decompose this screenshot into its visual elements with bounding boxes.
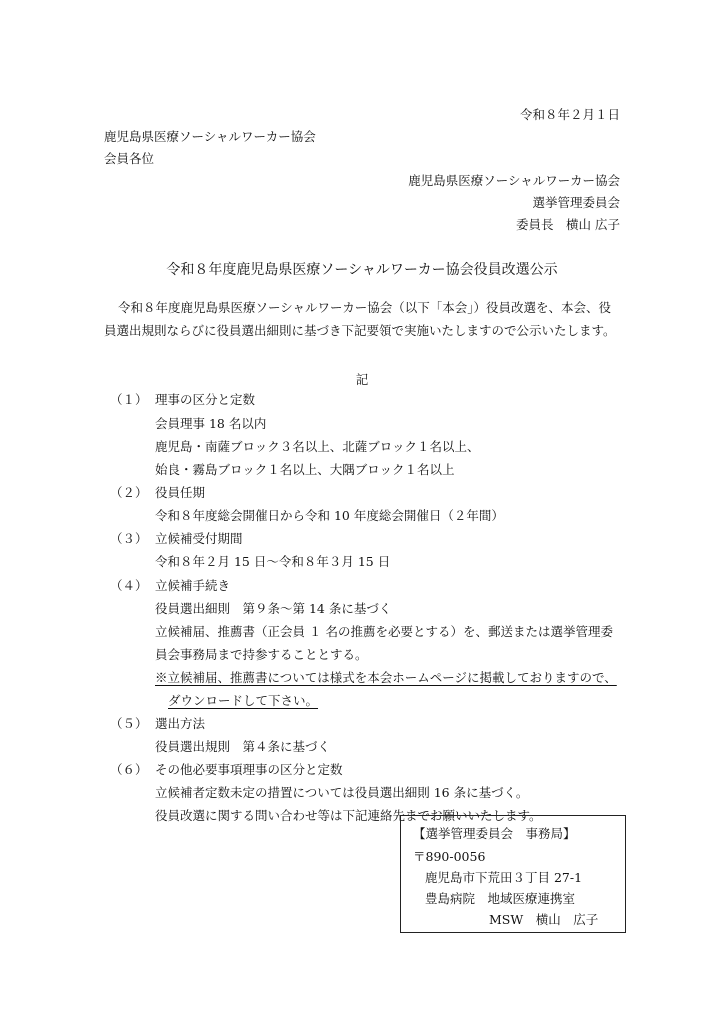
contact-address: 鹿児島市下荒田３丁目 27-1	[425, 870, 583, 885]
item-3-number: （３）	[110, 531, 148, 546]
intro-line-2: 員選出規則ならびに役員選出細則に基づき下記要領で実施いたしますので公示いたします。	[104, 323, 616, 338]
item-4-note: ダウンロードして下さい。	[168, 693, 319, 708]
sender-org: 鹿児島県医療ソーシャルワーカー協会	[408, 173, 620, 188]
item-1-number: （１）	[110, 392, 148, 407]
date: 令和８年２月１日	[519, 107, 620, 122]
intro-line-1: 令和８年度鹿児島県医療ソーシャルワーカー協会（以下「本会」）役員改選を、本会、役	[118, 300, 612, 315]
item-6-line: 立候補者定数未定の措置については役員選出細則 16 条に基づく。	[155, 785, 529, 800]
item-4-note: ※立候補届、推薦書については様式を本会ホームページに掲載しておりますので、	[155, 670, 617, 685]
item-4-line: 役員選出細則 第９条～第 14 条に基づく	[155, 601, 392, 616]
item-1-line: 会員理事 18 名以内	[155, 416, 267, 431]
ki-heading: 記	[355, 372, 369, 387]
item-6-title: その他必要事項理事の区分と定数	[155, 762, 343, 777]
item-4-title: 立候補手続き	[155, 578, 231, 593]
item-2-number: （２）	[110, 485, 148, 500]
sender-committee: 選挙管理委員会	[532, 195, 620, 210]
item-1-line: 鹿児島・南薩ブロック３名以上、北薩ブロック１名以上、	[155, 439, 480, 454]
contact-box	[400, 815, 626, 933]
item-2-title: 役員任期	[155, 485, 206, 500]
contact-heading: 【選挙管理委員会 事務局】	[413, 826, 576, 841]
contact-person: MSW 横山 広子	[489, 912, 599, 927]
item-2-line: 令和８年度総会開催日から令和 10 年度総会開催日（２年間）	[155, 508, 504, 523]
recipient-org: 鹿児島県医療ソーシャルワーカー協会	[104, 129, 316, 144]
item-6-number: （６）	[110, 762, 148, 777]
recipient-members: 会員各位	[104, 151, 155, 166]
item-4-line: 立候補届、推薦書（正会員 １ 名の推薦を必要とする）を、郵送または選挙管理委	[155, 624, 613, 639]
item-3-line: 令和８年２月 15 日～令和８年３月 15 日	[155, 554, 391, 569]
sender-chair: 委員長 横山 広子	[516, 217, 620, 232]
item-5-line: 役員選出規則 第４条に基づく	[155, 739, 331, 754]
item-5-number: （５）	[110, 716, 148, 731]
item-6-line: 役員改選に関する問い合わせ等は下記連絡先までお願いいたします。	[155, 808, 542, 823]
contact-postal: 〒890-0056	[413, 849, 486, 864]
item-3-title: 立候補受付期間	[155, 531, 243, 546]
item-4-number: （４）	[110, 578, 148, 593]
page-title: 令和８年度鹿児島県医療ソーシャルワーカー協会役員改選公示	[166, 262, 558, 278]
item-1-line: 始良・霧島ブロック１名以上、大隅ブロック１名以上	[155, 462, 455, 477]
contact-hospital: 豊島病院 地域医療連携室	[425, 891, 576, 906]
item-1-title: 理事の区分と定数	[155, 392, 256, 407]
item-4-line: 員会事務局まで持参することとする。	[155, 647, 368, 662]
item-5-title: 選出方法	[155, 716, 206, 731]
